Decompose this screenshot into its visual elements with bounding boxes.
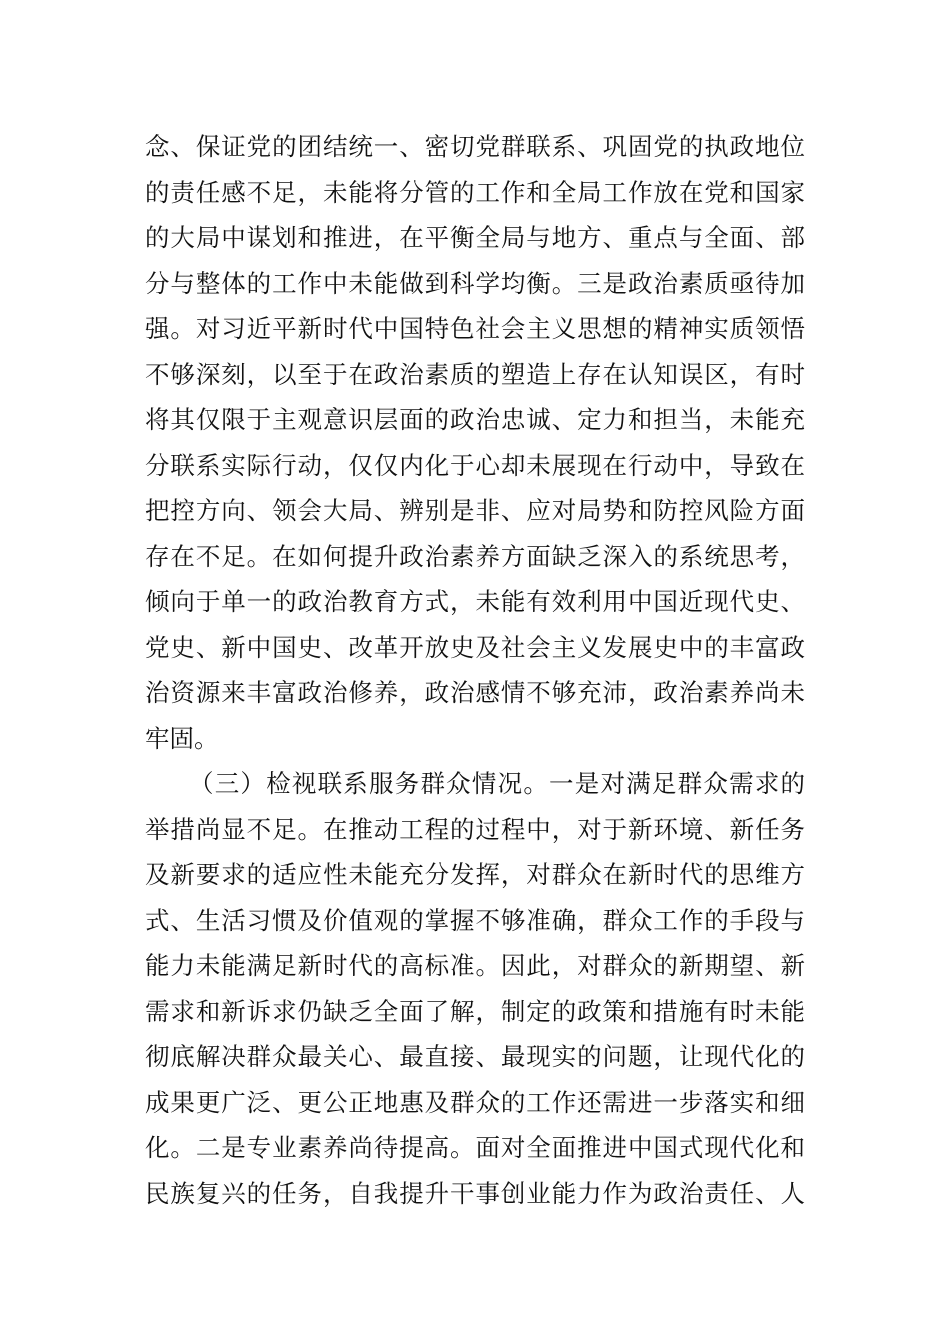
text-line: 存在不足。在如何提升政治素养方面缺乏深入的系统思考，: [145, 541, 805, 571]
text-line: 的大局中谋划和推进，在平衡全局与地方、重点与全面、部: [145, 223, 805, 252]
text-line: 及新要求的适应性未能充分发挥，对群众在新时代的思维方: [145, 860, 805, 889]
text-line: 不够深刻，以至于在政治素质的塑造上存在认知误区，有时: [145, 359, 805, 389]
text-line: 的责任感不足，未能将分管的工作和全局工作放在党和国家: [145, 177, 805, 207]
text-line: 需求和新诉求仍缺乏全面了解，制定的政策和措施有时未能: [145, 996, 805, 1026]
text-line: 成果更广泛、更公正地惠及群众的工作还需进一步落实和细: [145, 1087, 805, 1117]
text-line: 化。二是专业素养尚待提高。面对全面推进中国式现代化和: [145, 1133, 805, 1162]
text-line: 强。对习近平新时代中国特色社会主义思想的精神实质领悟: [145, 314, 805, 343]
text-line: 彻底解决群众最关心、最直接、最现实的问题，让现代化的: [145, 1042, 805, 1071]
body-text: [145, 124, 805, 1216]
text-line: 牢固。: [145, 723, 219, 753]
text-line: 能力未能满足新时代的高标准。因此，对群众的新期望、新: [145, 951, 805, 980]
text-line: 倾向于单一的政治教育方式，未能有效利用中国近现代史、: [145, 587, 805, 616]
text-line: 把控方向、领会大局、辨别是非、应对局势和防控风险方面: [145, 496, 805, 525]
text-line: 式、生活习惯及价值观的掌握不够准确，群众工作的手段与: [145, 905, 805, 935]
text-line: 民族复兴的任务，自我提升干事创业能力作为政治责任、人: [145, 1178, 805, 1208]
text-line: 党史、新中国史、改革开放史及社会主义发展史中的丰富政: [145, 632, 805, 662]
paragraph-political-quality: [145, 124, 805, 761]
text-line: 念、保证党的团结统一、密切党群联系、巩固党的执政地位: [145, 132, 805, 161]
text-line: 分与整体的工作中未能做到科学均衡。三是政治素质亟待加: [145, 268, 805, 298]
paragraph-serving-masses: [145, 761, 805, 1216]
text-line: 分联系实际行动，仅仅内化于心却未展现在行动中，导致在: [145, 450, 805, 480]
text-line: 将其仅限于主观意识层面的政治忠诚、定力和担当，未能充: [145, 405, 805, 434]
text-line: 举措尚显不足。在推动工程的过程中，对于新环境、新任务: [145, 814, 805, 844]
section-heading-line: （三）检视联系服务群众情况。一是对满足群众需求的: [189, 769, 805, 798]
text-line: 治资源来丰富政治修养，政治感情不够充沛，政治素养尚未: [145, 678, 805, 707]
